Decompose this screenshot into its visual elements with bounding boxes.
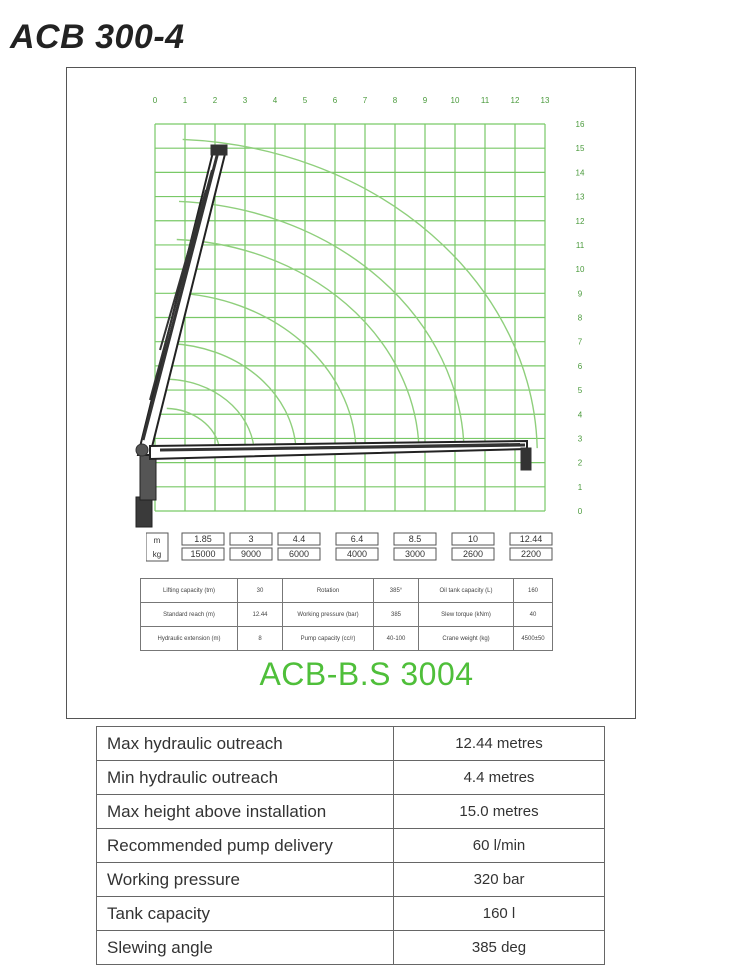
y-tick-label: 14 xyxy=(575,168,585,178)
load-radius: 12.44 xyxy=(519,534,543,544)
x-tick-label: 9 xyxy=(422,96,428,105)
spec-grid-cell: 385 xyxy=(374,603,419,627)
crane-column xyxy=(140,455,156,500)
spec-grid-cell: 4500±50 xyxy=(514,627,553,651)
model-name: ACB-B.S 3004 xyxy=(259,656,474,692)
page-title: ACB 300-4 xyxy=(10,18,185,56)
y-tick-label: 15 xyxy=(575,144,585,154)
spec-grid-row xyxy=(141,603,553,627)
spec-grid-cell: Hydraulic extension (m) xyxy=(141,627,238,651)
x-tick-label: 12 xyxy=(510,96,520,105)
y-tick-label: 13 xyxy=(575,192,585,202)
load-curve xyxy=(174,293,356,448)
load-kg: 15000 xyxy=(190,549,216,559)
spec-grid-cell: Pump capacity (cc/r) xyxy=(283,627,374,651)
y-tick-label: 11 xyxy=(575,240,585,250)
crane-base xyxy=(136,497,152,527)
crane-hook xyxy=(521,448,531,470)
spec-label: Tank capacity xyxy=(97,897,394,931)
load-curve xyxy=(177,239,419,448)
crane-boom-tip xyxy=(211,145,227,155)
spec-grid-cell: 40-100 xyxy=(374,627,419,651)
load-curve xyxy=(179,201,464,448)
spec-grid-cell: Working pressure (bar) xyxy=(283,603,374,627)
spec-grid-cell: Standard reach (m) xyxy=(141,603,238,627)
spec-label: Slewing angle xyxy=(97,931,394,965)
y-tick-label: 5 xyxy=(577,386,583,396)
spec-grid-cell: Oil tank capacity (L) xyxy=(419,579,514,603)
spec-grid-cell: Lifting capacity (tm) xyxy=(141,579,238,603)
unit-top: m xyxy=(153,536,161,545)
load-radius: 1.85 xyxy=(194,534,212,544)
spec-grid-cell: 385° xyxy=(374,579,419,603)
table-row xyxy=(97,795,605,829)
table-row xyxy=(97,931,605,965)
y-tick-label: 9 xyxy=(577,289,583,299)
y-tick-label: 6 xyxy=(577,361,583,371)
spec-value: 385 deg xyxy=(394,931,605,965)
x-tick-label: 7 xyxy=(362,96,368,105)
table-row xyxy=(97,863,605,897)
load-radius: 3 xyxy=(248,534,254,544)
spec-value: 4.4 metres xyxy=(394,761,605,795)
load-kg: 3000 xyxy=(404,549,426,559)
x-axis-ticks xyxy=(153,96,550,105)
spec-value: 12.44 metres xyxy=(394,727,605,761)
y-tick-label: 0 xyxy=(577,507,583,516)
y-tick-label: 4 xyxy=(577,410,583,420)
x-tick-label: 5 xyxy=(302,96,308,105)
load-table xyxy=(146,532,566,571)
y-tick-label: 1 xyxy=(577,482,583,492)
spec-grid-cell: Slew torque (kNm) xyxy=(419,603,514,627)
load-kg: 2200 xyxy=(520,549,542,559)
spec-grid-cell: 160 xyxy=(514,579,553,603)
x-tick-label: 0 xyxy=(152,96,158,105)
spec-label: Working pressure xyxy=(97,863,394,897)
load-radius: 4.4 xyxy=(292,534,306,544)
spec-value: 15.0 metres xyxy=(394,795,605,829)
load-kg: 2600 xyxy=(462,549,484,559)
spec-label: Min hydraulic outreach xyxy=(97,761,394,795)
load-curve xyxy=(171,344,296,448)
spec-grid-row xyxy=(141,579,553,603)
spec-grid-cell: 30 xyxy=(238,579,283,603)
load-kg: 6000 xyxy=(288,549,310,559)
spec-grid-cell: 12.44 xyxy=(238,603,283,627)
load-radius: 8.5 xyxy=(408,534,422,544)
spec-label: Max height above installation xyxy=(97,795,394,829)
unit-bottom: kg xyxy=(152,550,162,559)
spec-grid xyxy=(140,578,553,651)
crane-boom-joint xyxy=(136,444,148,456)
spec-label: Max hydraulic outreach xyxy=(97,727,394,761)
y-axis-ticks xyxy=(576,120,585,516)
y-tick-label: 7 xyxy=(577,337,583,347)
y-tick-label: 8 xyxy=(577,313,583,323)
spec-label: Recommended pump delivery xyxy=(97,829,394,863)
table-row xyxy=(97,761,605,795)
y-tick-label: 2 xyxy=(577,458,583,468)
load-radius: 10 xyxy=(467,534,479,544)
x-tick-label: 3 xyxy=(242,96,248,105)
table-row xyxy=(97,727,605,761)
spec-value: 160 l xyxy=(394,897,605,931)
spec-value: 60 l/min xyxy=(394,829,605,863)
x-tick-label: 10 xyxy=(450,96,460,105)
x-tick-label: 13 xyxy=(540,96,550,105)
x-tick-label: 2 xyxy=(212,96,218,105)
x-tick-label: 1 xyxy=(182,96,188,105)
spec-grid-cell: 8 xyxy=(238,627,283,651)
load-radius: 6.4 xyxy=(350,534,364,544)
spec-grid-cell: 40 xyxy=(514,603,553,627)
x-tick-label: 8 xyxy=(392,96,398,105)
y-tick-label: 3 xyxy=(577,434,583,444)
spec-value: 320 bar xyxy=(394,863,605,897)
x-tick-label: 11 xyxy=(480,96,490,105)
y-tick-label: 16 xyxy=(575,120,585,129)
table-row xyxy=(97,897,605,931)
load-kg: 9000 xyxy=(240,549,262,559)
x-tick-label: 4 xyxy=(272,96,278,105)
y-tick-label: 10 xyxy=(575,265,585,275)
spec-grid-cell: Rotation xyxy=(283,579,374,603)
spec-grid-row xyxy=(141,627,553,651)
spec-grid-cell: Crane weight (kg) xyxy=(419,627,514,651)
load-kg: 4000 xyxy=(346,549,368,559)
table-row xyxy=(97,829,605,863)
x-tick-label: 6 xyxy=(332,96,338,105)
specs-table xyxy=(96,726,605,965)
y-tick-label: 12 xyxy=(575,216,585,226)
